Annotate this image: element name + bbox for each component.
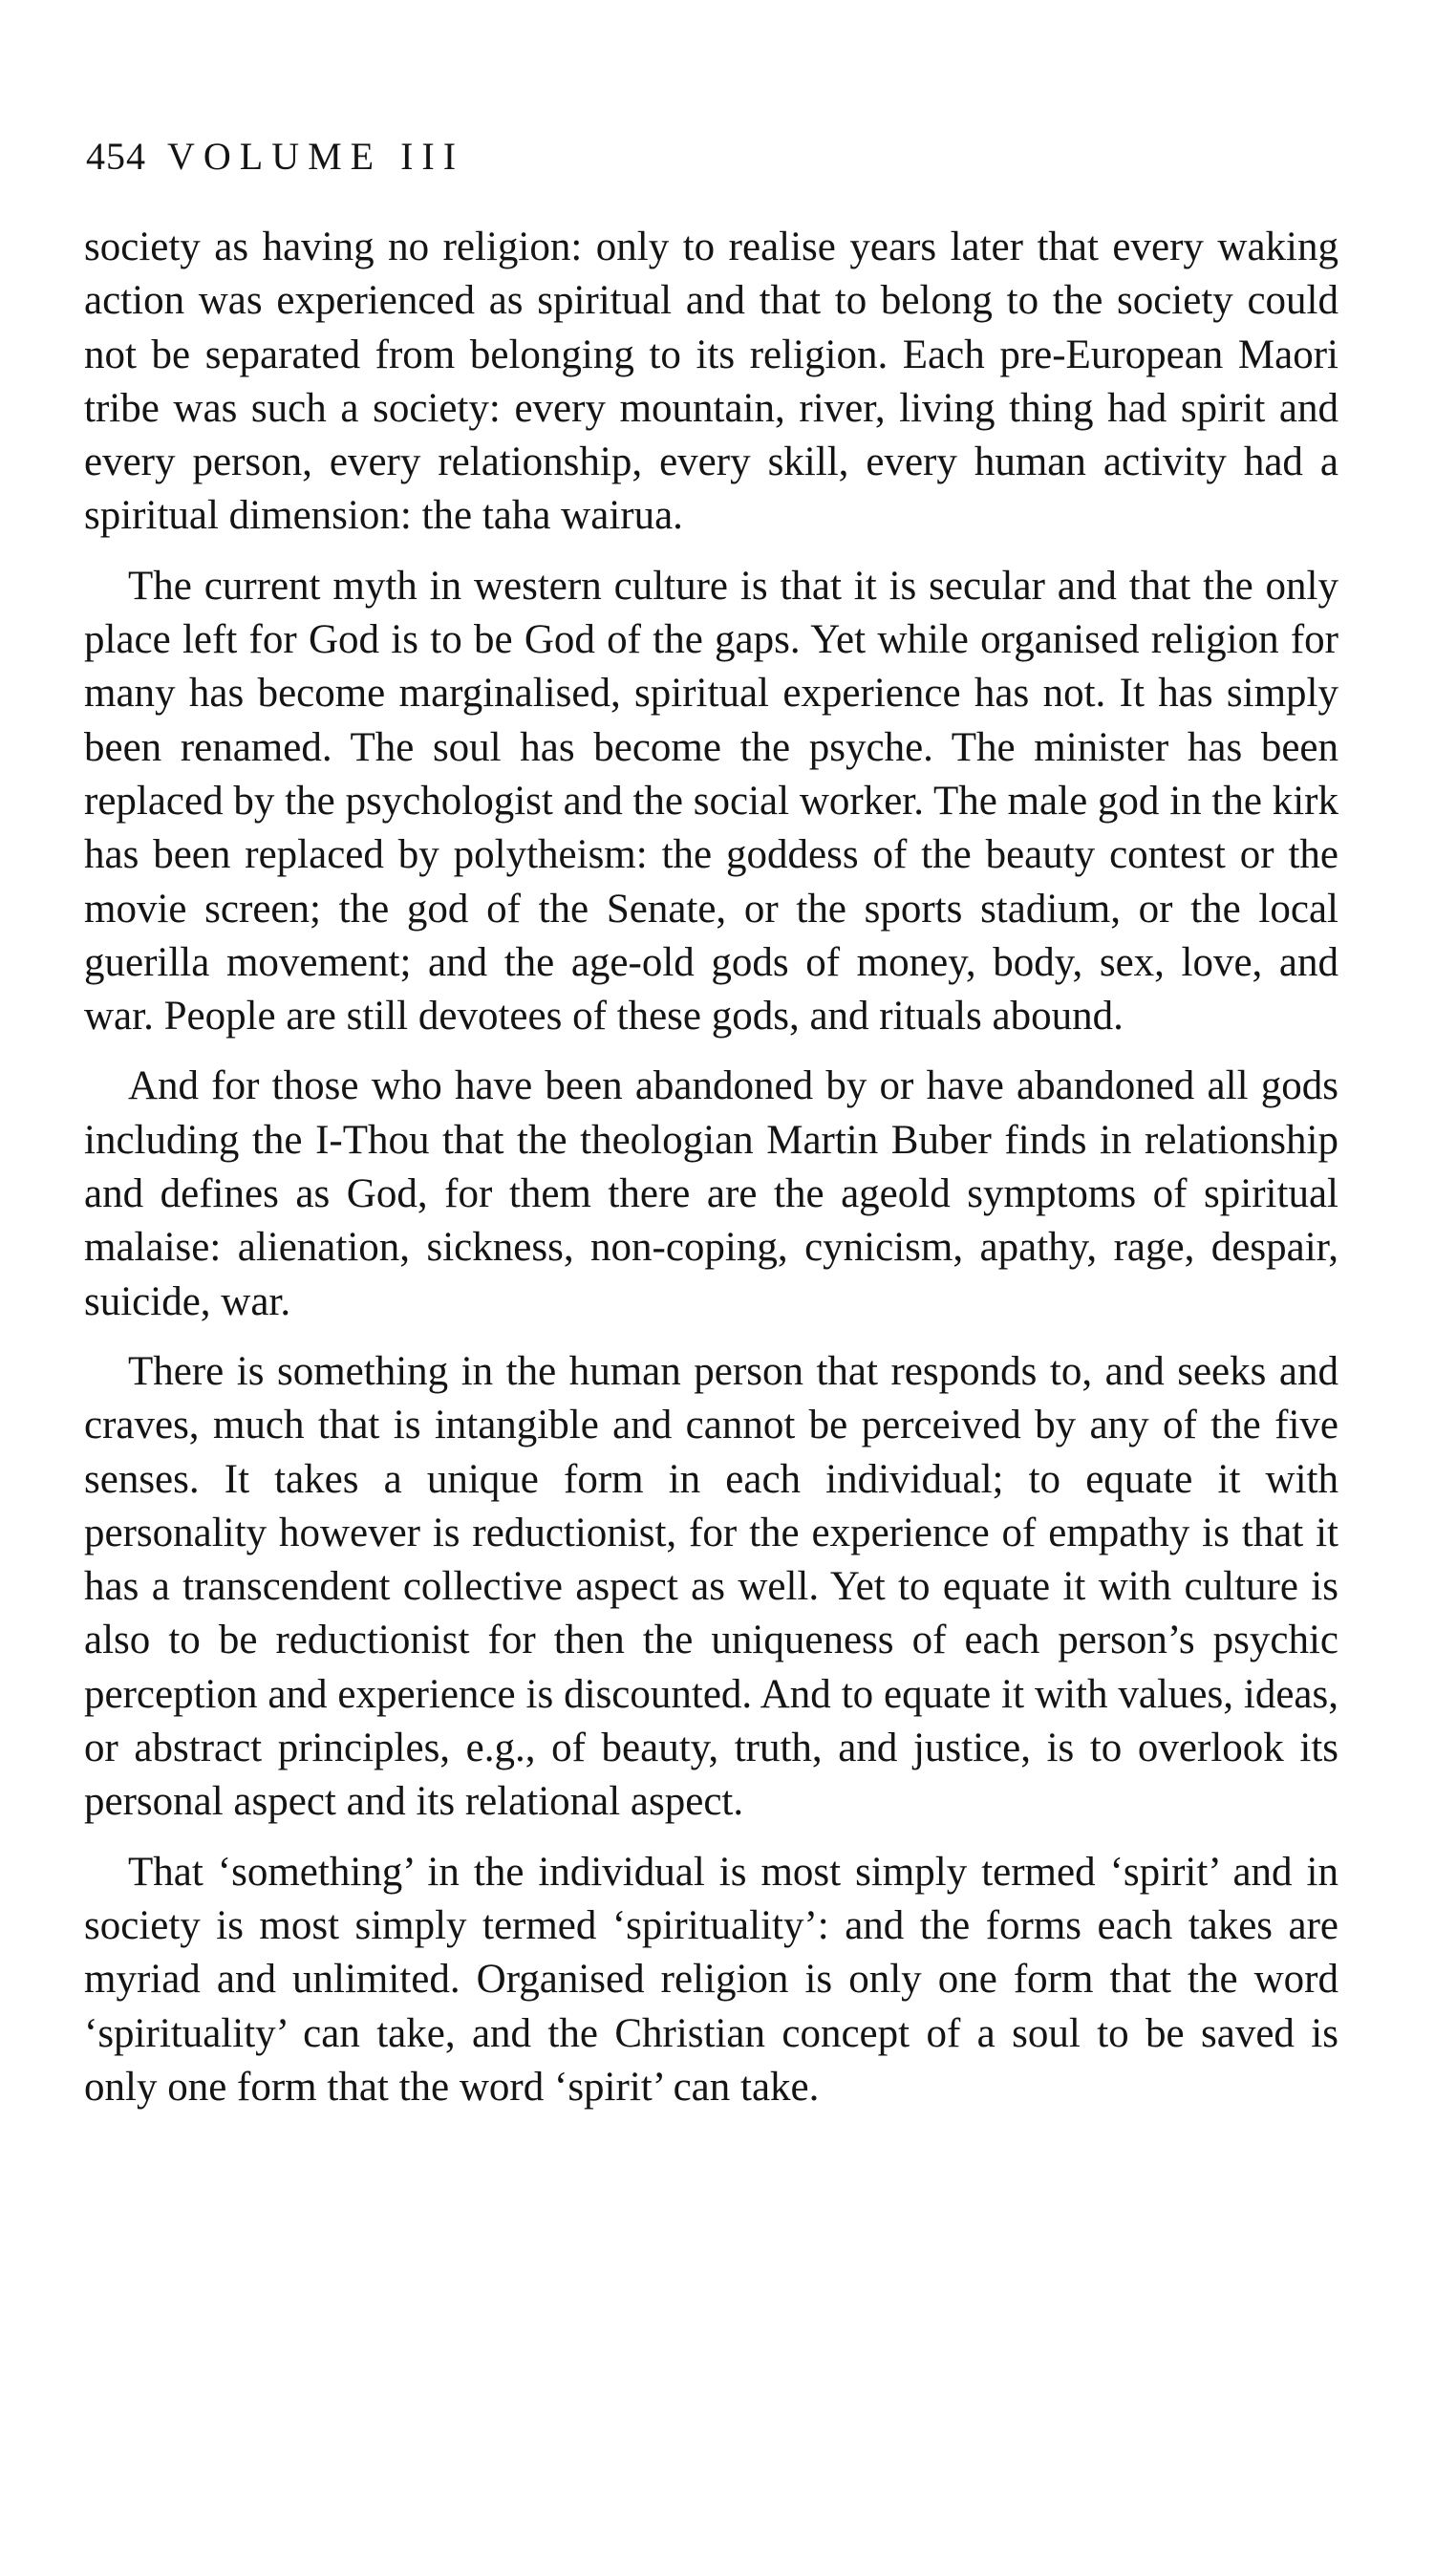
page-number: 454 [86,135,146,178]
paragraph: The current myth in western culture is that it is secular and that the only place left for God is to be God of the gaps. Yet while organised religion for many has become marginalised, spiritual experience has not. It has simply been renamed. The soul has become the psyche. The minister has been replaced by the psychologist and the social worker. The male god in the kirk has been replaced by polytheism: the goddess of the beauty contest or the movie screen; the god of the Senate, or the sports stadium, or the local guerilla movement; and the age-old gods of money, body, sex, love, and war. People are still devotees of these gods, and rituals abound. [84,563,1338,1040]
paragraph: And for those who have been abandoned by or have abandoned all gods including the I-Thou that the theologian Martin Buber finds in relationship and defines as God, for them there are the ageold symptoms of spiritual malaise: alienation, sickness, non-coping, cynicism, apathy, rage, despair, suicide, war. [84,1063,1338,1324]
volume-label: VOLUME III [167,135,465,178]
body-text [84,221,1338,2131]
running-head [86,134,464,180]
paragraph: There is something in the human person that responds to, and seeks and craves, much that is intangible and cannot be perceived by any of the five senses. It takes a unique form in each individual; to equate it with personality however is reductionist, for the experience of empathy is that it has a transcendent collective aspect as well. Yet to equate it with culture is also to be reductionist for then the uniqueness of each person’s psychic perception and experience is discounted. And to equate it with values, ideas, or abstract principles, e.g., of beauty, truth, and justice, is to overlook its personal aspect and its relational aspect. [84,1348,1338,1825]
paragraph-continued: society as having no religion: only to realise years later that every waking action was experienced as spiritual and that to belong to the society could not be separated from belonging to its religion. Each pre-European Maori tribe was such a society: every mountain, river, living thing had spirit and every person, every relationship, every skill, every human activity had a spiritual dimension: the taha wairua. [84,225,1338,539]
paragraph: That ‘something’ in the individual is most simply termed ‘spirit’ and in society is most simply termed ‘spirituality’: and the forms each takes are myriad and unlimited. Organised religion is only one form that the word ‘spirituality’ can take, and the Christian concept of a soul to be saved is only one form that the word ‘spirit’ can take. [84,1849,1338,2110]
